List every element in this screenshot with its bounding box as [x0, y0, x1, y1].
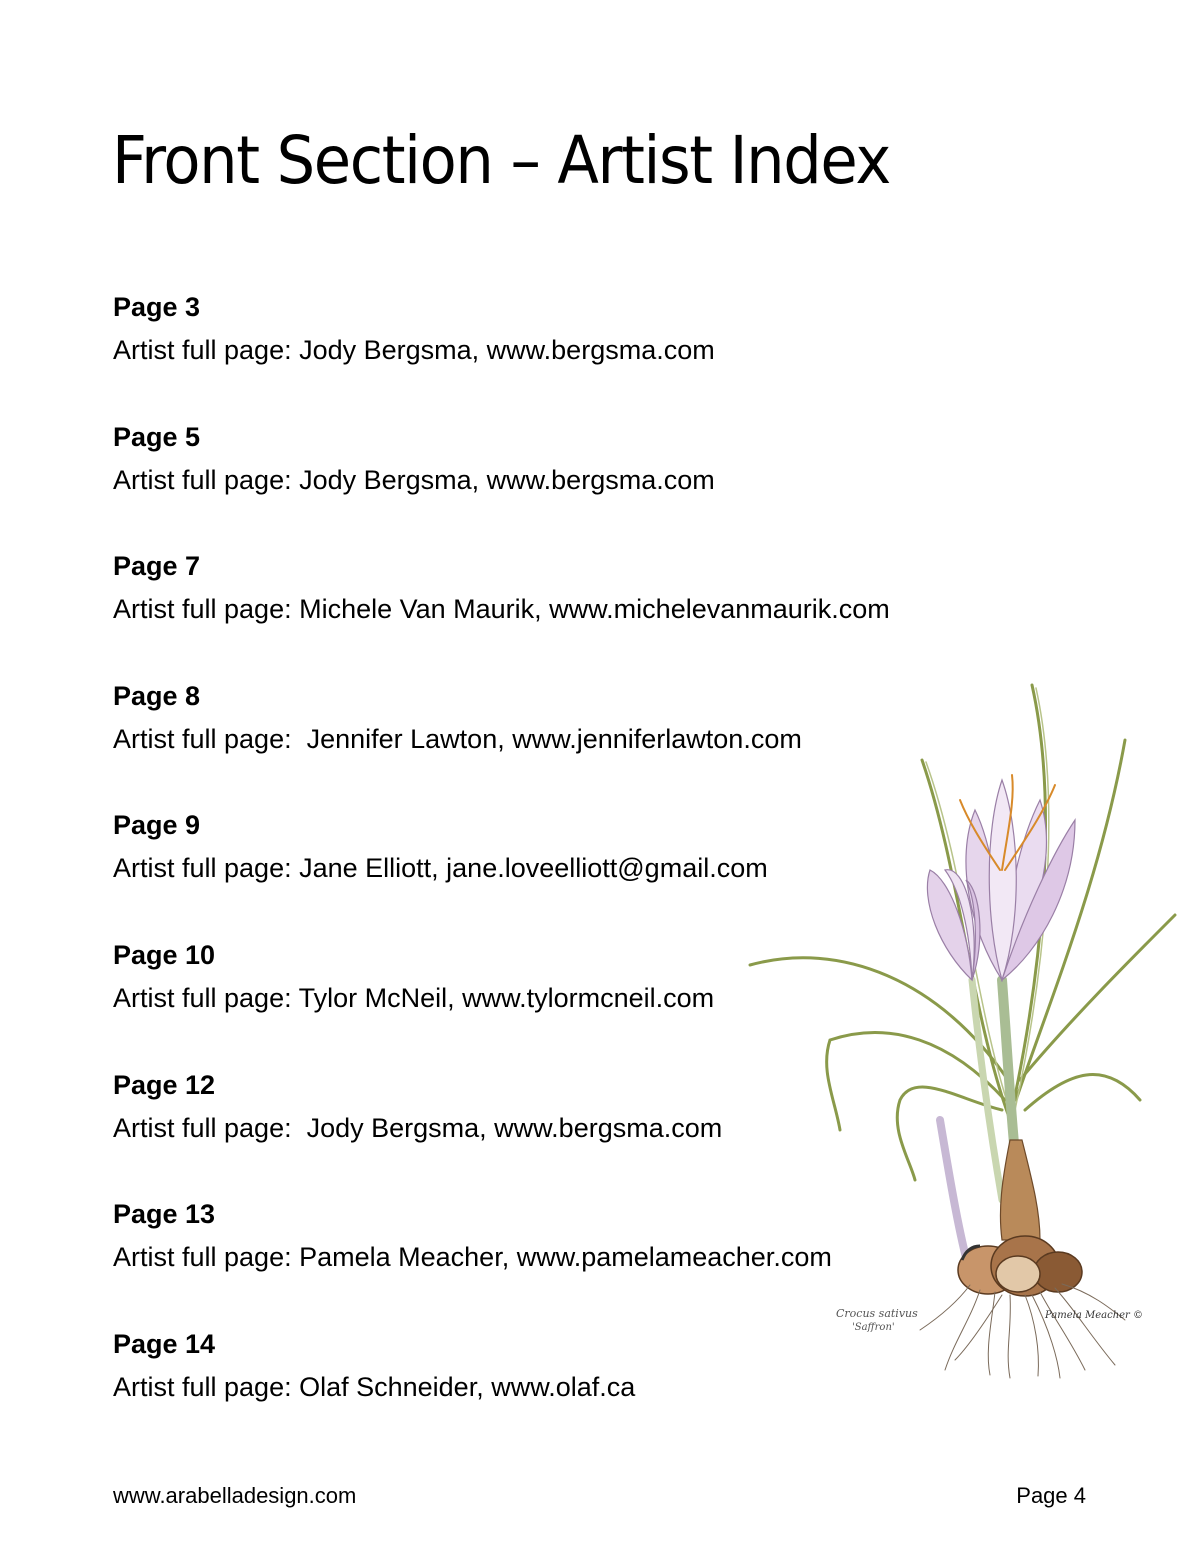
- entry-artist-line: Artist full page: Michele Van Maurik, www.michelevanmaurik.com: [113, 594, 890, 625]
- entry-artist-line: Artist full page: Jody Bergsma, www.bergsma.com: [113, 464, 715, 495]
- entry-artist-line: Artist full page: Olaf Schneider, www.olaf.ca: [113, 1371, 636, 1402]
- entry-page-number: Page 3: [113, 292, 201, 322]
- entry-page-number: Page 12: [113, 1069, 216, 1100]
- entry-page-number: Page 7: [113, 551, 201, 582]
- page-title: Front Section – Artist Index: [112, 122, 890, 199]
- illustration-caption-sub: 'Saffron': [852, 1322, 895, 1333]
- entry-artist-line: Artist full page: Jody Bergsma, www.bergsma.com: [113, 335, 715, 365]
- entry-page-number: Page 9: [113, 810, 201, 841]
- entry-artist-line: Artist full page: Jane Elliott, jane.loveelliott@gmail.com: [113, 853, 768, 884]
- footer-website: www.arabelladesign.com: [113, 1483, 357, 1508]
- entry-artist-line: Artist full page: Tylor McNeil, www.tylormcneil.com: [113, 982, 715, 1013]
- entry-page-number: Page 10: [113, 939, 216, 970]
- illustration-caption: Crocus sativus: [836, 1307, 918, 1320]
- entry-artist-line: Artist full page: Jennifer Lawton, www.jenniferlawton.com: [113, 723, 802, 754]
- entry-page-number: Page 5: [113, 421, 201, 452]
- artist-signature: Pamela Meacher ©: [1045, 1310, 1144, 1321]
- entry-page-number: Page 8: [113, 680, 201, 711]
- index-entry: [113, 288, 1013, 418]
- entry-page-number: Page 14: [113, 1328, 216, 1359]
- footer-page-number: Page 4: [1016, 1483, 1086, 1508]
- entry-artist-line: Artist full page: Pamela Meacher, www.pamelameacher.com: [113, 1242, 832, 1273]
- index-entry: [113, 418, 1013, 548]
- entry-page-number: Page 13: [113, 1199, 216, 1230]
- index-entry: [113, 547, 1013, 677]
- crocus-illustration: [740, 680, 1180, 1380]
- entry-artist-line: Artist full page: Jody Bergsma, www.bergsma.com: [113, 1112, 723, 1143]
